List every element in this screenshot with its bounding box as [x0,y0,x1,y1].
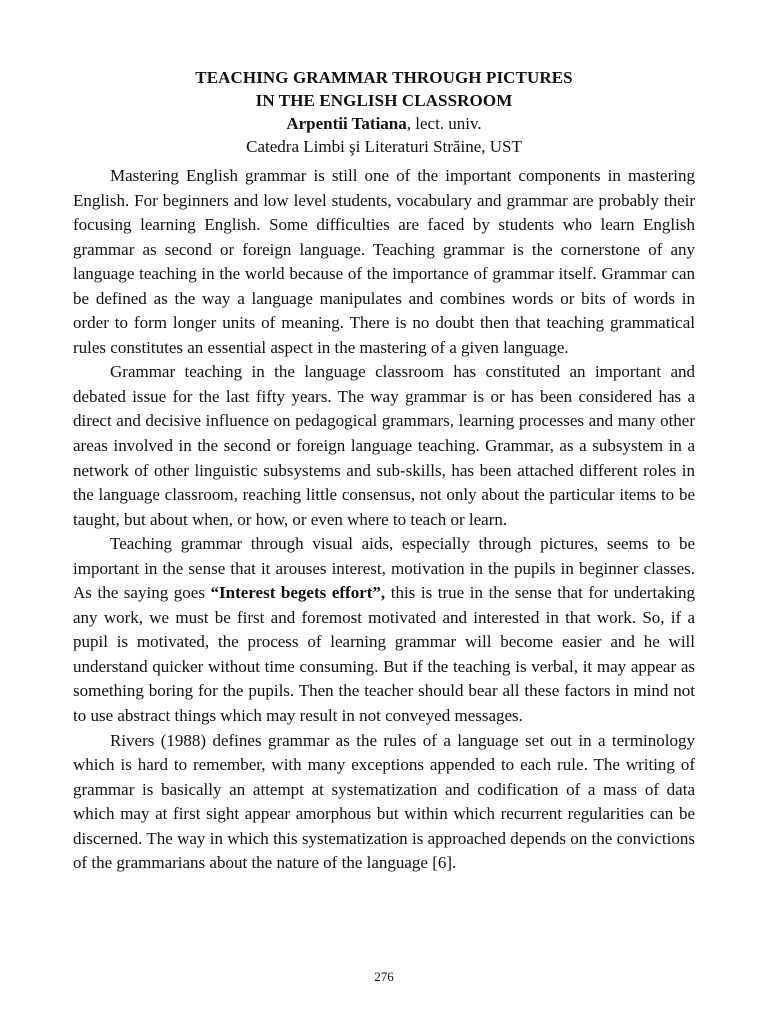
paragraph-3-text-before: Teaching grammar through visual aids, especially through pictures, seems to be important in the sense that it arouses interest, motivation in the pupils in beginner classes. As the saying goes [73,534,695,603]
author-name: Arpentii Tatiana [286,114,407,133]
paragraph-3-text-after: this is true in the sense that for undertaking any work, we must be first and foremost motivated and interested in that work. So, if a pupil is motivated, the process of learning grammar will become easier and he will understand quicker without time consuming. But if the teaching is verbal, it may appear as something boring for the pupils. Then the teacher should bear all these factors in mind not to use abstract things which may result in not conveyed messages. [73,583,695,726]
paragraph-4: Rivers (1988) defines grammar as the rules of a language set out in a terminology which is hard to remember, with many exceptions appended to each rule. The writing of grammar is basically an attempt at systematization and codification of a mass of data which may at first sight appear amorphous but within which recurrent regularities can be discerned. The way in which this systematization is approached depends on the convictions of the grammarians about the nature of the language [6]. [73,730,695,873]
paragraph-2: Grammar teaching in the language classroom has constituted an important and debated issue for the last fifty years. The way grammar is or has been considered has a direct and decisive influence on pedagogical grammars, learning processes and many other areas involved in the second or foreign language teaching. Grammar, as a subsystem in a network of other linguistic subsystems and sub-skills, has been attached different roles in the language classroom, reaching little consensus, not only about the particular items to be taught, but about when, or how, or even where to teach or learn. [73,362,695,529]
saying-quote: “Interest begets effort”, [210,583,386,603]
paragraph-1: Mastering English grammar is still one of the important components in mastering English. For beginners and low level students, vocabulary and grammar are probably their focusing learning English. Some difficulties are faced by students who learn English grammar as second or foreign language. Teaching grammar is the cornerstone of any language teaching in the world because of the importance of grammar itself. Grammar can be defined as the way a language manipulates and combines words or bits of words in order to form longer units of meaning. There is no doubt then that teaching grammatical rules constitutes an essential aspect in the mastering of a given language. [73,166,695,357]
author-role: , lect. univ. [406,114,482,133]
article-title-line-2: IN THE ENGLISH CLASSROOM [255,91,513,110]
author-line [73,112,695,135]
article-title-line-1: TEACHING GRAMMAR THROUGH PICTURES [195,68,573,87]
paragraph-3 [73,532,695,728]
article-header [73,66,695,159]
page-number: 276 [374,969,394,984]
article-body [73,164,695,876]
affiliation: Catedra Limbi şi Literaturi Străine, UST [246,137,522,156]
